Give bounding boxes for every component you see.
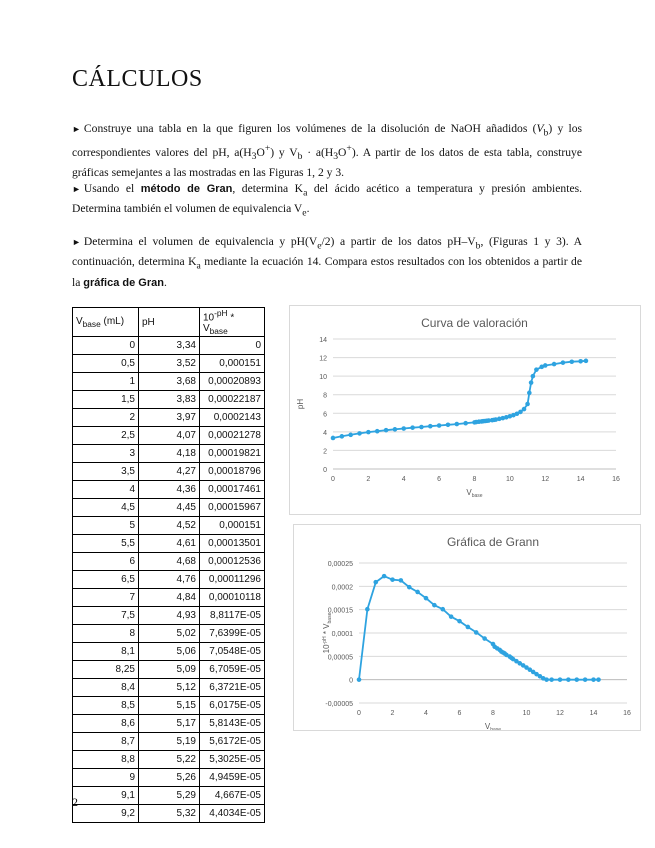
data-point — [373, 580, 378, 585]
x-tick-label: 14 — [576, 476, 585, 483]
series-line — [359, 576, 599, 680]
cell-ph: 4,68 — [139, 553, 200, 571]
table-row — [73, 373, 265, 391]
x-tick-label: 8 — [472, 476, 477, 483]
table-row — [73, 733, 265, 751]
data-point — [366, 430, 371, 435]
bullet-arrow-icon: ► — [72, 124, 81, 134]
x-tick-label: 16 — [623, 710, 631, 717]
cell-gran: 0,00021278 — [200, 427, 265, 445]
data-point — [340, 434, 345, 439]
data-point — [357, 677, 362, 682]
cell-vbase: 1,5 — [73, 391, 139, 409]
data-point — [531, 374, 536, 379]
y-tick-label: 10 — [319, 374, 327, 382]
cell-ph: 4,27 — [139, 463, 200, 481]
cell-gran: 0,00017461 — [200, 481, 265, 499]
page-heading: CÁLCULOS — [72, 66, 203, 92]
cell-vbase: 9,2 — [73, 805, 139, 823]
data-point — [407, 585, 412, 590]
table-row — [73, 679, 265, 697]
cell-gran: 5,3025E-05 — [200, 751, 265, 769]
cell-ph: 5,29 — [139, 787, 200, 805]
data-point — [482, 636, 487, 641]
cell-vbase: 2,5 — [73, 427, 139, 445]
x-axis-label: $V_{base}$ — [484, 722, 502, 730]
cell-gran: 0,00018796 — [200, 463, 265, 481]
cell-gran: 4,4034E-05 — [200, 805, 265, 823]
cell-gran: 0,00015967 — [200, 499, 265, 517]
table-row — [73, 697, 265, 715]
cell-gran: 0,00010118 — [200, 589, 265, 607]
y-tick-label: -0,00005 — [325, 701, 353, 708]
data-point — [419, 425, 424, 430]
cell-gran: 0,00020893 — [200, 373, 265, 391]
titration-curve-svg — [290, 306, 640, 514]
table-row — [73, 409, 265, 427]
table-row — [73, 787, 265, 805]
table-row — [73, 769, 265, 787]
cell-ph: 4,84 — [139, 589, 200, 607]
data-point — [549, 677, 554, 682]
data-point — [566, 677, 571, 682]
data-point — [463, 421, 468, 426]
data-point — [428, 424, 433, 429]
cell-ph: 3,97 — [139, 409, 200, 427]
cell-ph: 4,76 — [139, 571, 200, 589]
cell-vbase: 8,1 — [73, 643, 139, 661]
cell-vbase: 4,5 — [73, 499, 139, 517]
cell-ph: 5,17 — [139, 715, 200, 733]
y-axis-label: pH — [296, 398, 305, 410]
cell-gran: 7,0548E-05 — [200, 643, 265, 661]
gran-plot-svg — [294, 525, 640, 730]
cell-ph: 4,45 — [139, 499, 200, 517]
x-tick-label: 2 — [390, 710, 395, 717]
cell-gran: 6,0175E-05 — [200, 697, 265, 715]
data-point — [543, 363, 548, 368]
cell-gran: 4,667E-05 — [200, 787, 265, 805]
cell-ph: 5,19 — [139, 733, 200, 751]
cell-gran: 4,9459E-05 — [200, 769, 265, 787]
col-header-ph: pH — [139, 308, 200, 337]
table-row — [73, 715, 265, 733]
data-point — [437, 423, 442, 428]
cell-ph: 3,52 — [139, 355, 200, 373]
cell-vbase: 2 — [73, 409, 139, 427]
y-tick-label: 0,00025 — [327, 561, 353, 568]
table-row — [73, 571, 265, 589]
cell-ph: 3,68 — [139, 373, 200, 391]
table-row — [73, 463, 265, 481]
cell-vbase: 8,5 — [73, 697, 139, 715]
data-point — [544, 677, 549, 682]
data-point — [522, 407, 527, 412]
data-point — [534, 367, 539, 372]
cell-gran: 8,8117E-05 — [200, 607, 265, 625]
data-point — [449, 614, 454, 619]
cell-vbase: 7 — [73, 589, 139, 607]
data-point — [584, 359, 589, 364]
y-tick-label: 4 — [323, 429, 327, 437]
data-point — [331, 436, 336, 441]
table-row — [73, 805, 265, 823]
cell-gran: 0,00022187 — [200, 391, 265, 409]
cell-gran: 0,00019821 — [200, 445, 265, 463]
cell-vbase: 8,25 — [73, 661, 139, 679]
data-point — [569, 359, 574, 364]
y-tick-label: 0,0002 — [331, 584, 353, 592]
x-tick-label: 12 — [556, 710, 564, 717]
table-row — [73, 337, 265, 355]
data-point — [390, 577, 395, 582]
cell-vbase: 3,5 — [73, 463, 139, 481]
cell-ph: 5,22 — [139, 751, 200, 769]
cell-vbase: 5 — [73, 517, 139, 535]
cell-vbase: 8,6 — [73, 715, 139, 733]
data-point — [382, 574, 387, 579]
table-row — [73, 481, 265, 499]
data-point — [357, 431, 362, 436]
y-tick-label: 14 — [319, 337, 327, 344]
cell-vbase: 6 — [73, 553, 139, 571]
cell-gran: 0 — [200, 337, 265, 355]
data-point — [457, 619, 462, 624]
cell-vbase: 8 — [73, 625, 139, 643]
titration-data-table — [72, 307, 265, 823]
instruction-table-and-plots: ► Construye una tabla en la que figuren los volúmenes de la disolución de NaOH añadidos $(V_b)$ y los correspondientes valores del pH, $a(H_3O^+)$ y $V_b \cdot a(H_3O^+)$. A partir de los datos de esta tabla, construye gráficas semejantes a las mostradas en las Figuras 1, 2 y 3. — [72, 122, 582, 180]
data-point — [399, 578, 404, 583]
cell-vbase: 8,7 — [73, 733, 139, 751]
y-tick-label: 0,00015 — [327, 607, 353, 615]
data-point — [474, 630, 479, 635]
cell-ph: 5,26 — [139, 769, 200, 787]
x-tick-label: 4 — [401, 476, 406, 483]
data-point — [574, 677, 579, 682]
x-tick-label: 10 — [522, 710, 531, 717]
y-tick-label: 0,00005 — [327, 654, 353, 662]
cell-vbase: 0 — [73, 337, 139, 355]
table-row — [73, 517, 265, 535]
cell-vbase: 8,4 — [73, 679, 139, 697]
data-point — [401, 426, 406, 431]
cell-vbase: 6,5 — [73, 571, 139, 589]
cell-vbase: 8,8 — [73, 751, 139, 769]
x-tick-label: 4 — [424, 710, 428, 717]
cell-ph: 4,93 — [139, 607, 200, 625]
data-point — [552, 362, 557, 367]
x-tick-label: 10 — [505, 476, 514, 483]
table-row — [73, 445, 265, 463]
x-tick-label: 8 — [491, 710, 495, 717]
cell-ph: 4,61 — [139, 535, 200, 553]
cell-gran: 5,6172E-05 — [200, 733, 265, 751]
x-tick-label: 2 — [366, 476, 371, 483]
cell-gran: 0,00013501 — [200, 535, 265, 553]
data-point — [583, 677, 588, 682]
cell-vbase: 7,5 — [73, 607, 139, 625]
cell-vbase: 0,5 — [73, 355, 139, 373]
x-tick-label: 6 — [457, 710, 462, 717]
x-tick-label: 14 — [589, 710, 598, 717]
cell-gran: 6,7059E-05 — [200, 661, 265, 679]
cell-ph: 4,36 — [139, 481, 200, 499]
table-row — [73, 661, 265, 679]
table-header-row — [73, 308, 265, 337]
cell-gran: 0,00012536 — [200, 553, 265, 571]
data-point — [375, 429, 380, 434]
table-row — [73, 535, 265, 553]
y-tick-label: 0 — [349, 677, 353, 685]
cell-vbase: 9,1 — [73, 787, 139, 805]
x-tick-label: 0 — [357, 710, 361, 717]
table-row — [73, 355, 265, 373]
cell-ph: 4,52 — [139, 517, 200, 535]
x-tick-label: 16 — [612, 476, 620, 483]
x-tick-label: 6 — [437, 476, 442, 483]
cell-vbase: 5,5 — [73, 535, 139, 553]
data-point — [558, 677, 563, 682]
cell-gran: 6,3721E-05 — [200, 679, 265, 697]
data-point — [446, 423, 451, 428]
table-row — [73, 625, 265, 643]
cell-ph: 5,09 — [139, 661, 200, 679]
cell-ph: 5,15 — [139, 697, 200, 715]
cell-ph: 5,32 — [139, 805, 200, 823]
cell-ph: 3,34 — [139, 337, 200, 355]
data-point — [424, 596, 429, 601]
table-row — [73, 589, 265, 607]
instruction-equivalence-volume: ► Determina el volumen de equivalencia y $pH(V_e/2)$ a partir de los datos $pH-V_b$, (Figuras 1 y 3). A continuación, determina $K_a$ mediante la ecuación 14. Compara estos resultados con los obtenidos a partir de la gráfica de Gran. — [72, 235, 582, 289]
data-point — [591, 677, 596, 682]
table-row — [73, 499, 265, 517]
data-point — [365, 607, 370, 612]
data-point — [466, 625, 471, 630]
cell-vbase: 3 — [73, 445, 139, 463]
table-row — [73, 643, 265, 661]
data-point — [410, 425, 415, 430]
data-point — [596, 677, 601, 682]
instruction-gran-method: ► Usando el método de Gran, determina $K_a$ del ácido acético a temperatura y presión ambientes. Determina también el volumen de equivalencia $V_e$. — [72, 182, 583, 219]
page-number: 2 — [72, 795, 78, 809]
series-line — [333, 361, 586, 438]
y-tick-label: 0,0001 — [331, 631, 353, 638]
titration-curve-chart — [289, 305, 641, 515]
data-point — [455, 422, 460, 427]
x-axis-label: $V_{base}$ — [466, 488, 483, 499]
table-row — [73, 553, 265, 571]
data-point — [348, 433, 353, 438]
table-row — [73, 427, 265, 445]
table-row — [73, 391, 265, 409]
cell-gran: 0,0002143 — [200, 409, 265, 427]
x-tick-label: 0 — [331, 476, 335, 483]
cell-gran: 0,00011296 — [200, 571, 265, 589]
chart-title: Gráfica de Grann — [446, 535, 540, 549]
cell-vbase: 4 — [73, 481, 139, 499]
chart-title: Curva de valoración — [421, 316, 528, 330]
data-point — [384, 428, 389, 433]
data-point — [561, 360, 566, 365]
x-tick-label: 12 — [541, 476, 550, 483]
table-row — [73, 607, 265, 625]
cell-gran: 5,8143E-05 — [200, 715, 265, 733]
cell-gran: 7,6399E-05 — [200, 625, 265, 643]
y-axis-label: $10^{-pH} * V_{base}$ — [322, 612, 333, 654]
y-tick-label: 0 — [323, 467, 327, 474]
gran-plot-chart — [293, 524, 641, 731]
cell-vbase: 9 — [73, 769, 139, 787]
cell-ph: 4,07 — [139, 427, 200, 445]
data-point — [525, 402, 530, 407]
cell-ph: 3,83 — [139, 391, 200, 409]
data-point — [415, 590, 420, 595]
cell-ph: 4,18 — [139, 445, 200, 463]
y-tick-label: 12 — [319, 355, 327, 363]
col-header-gran: $10^{-pH} * V_{base}$ — [200, 308, 265, 337]
cell-gran: 0,000151 — [200, 517, 265, 535]
cell-ph: 5,06 — [139, 643, 200, 661]
data-point — [432, 603, 437, 608]
data-point — [529, 380, 534, 385]
bullet-arrow-icon: ► — [72, 237, 81, 247]
y-tick-label: 6 — [323, 411, 327, 419]
cell-gran: 0,000151 — [200, 355, 265, 373]
data-point — [527, 391, 532, 396]
y-tick-label: 2 — [323, 448, 327, 456]
cell-ph: 5,02 — [139, 625, 200, 643]
col-header-vbase: $V_{base}$ (mL) — [73, 308, 139, 337]
table-row — [73, 751, 265, 769]
y-tick-label: 8 — [323, 392, 327, 400]
data-point — [393, 427, 398, 432]
bullet-arrow-icon: ► — [72, 184, 81, 194]
data-point — [440, 607, 445, 612]
data-point — [578, 359, 583, 364]
cell-vbase: 1 — [73, 373, 139, 391]
cell-ph: 5,12 — [139, 679, 200, 697]
